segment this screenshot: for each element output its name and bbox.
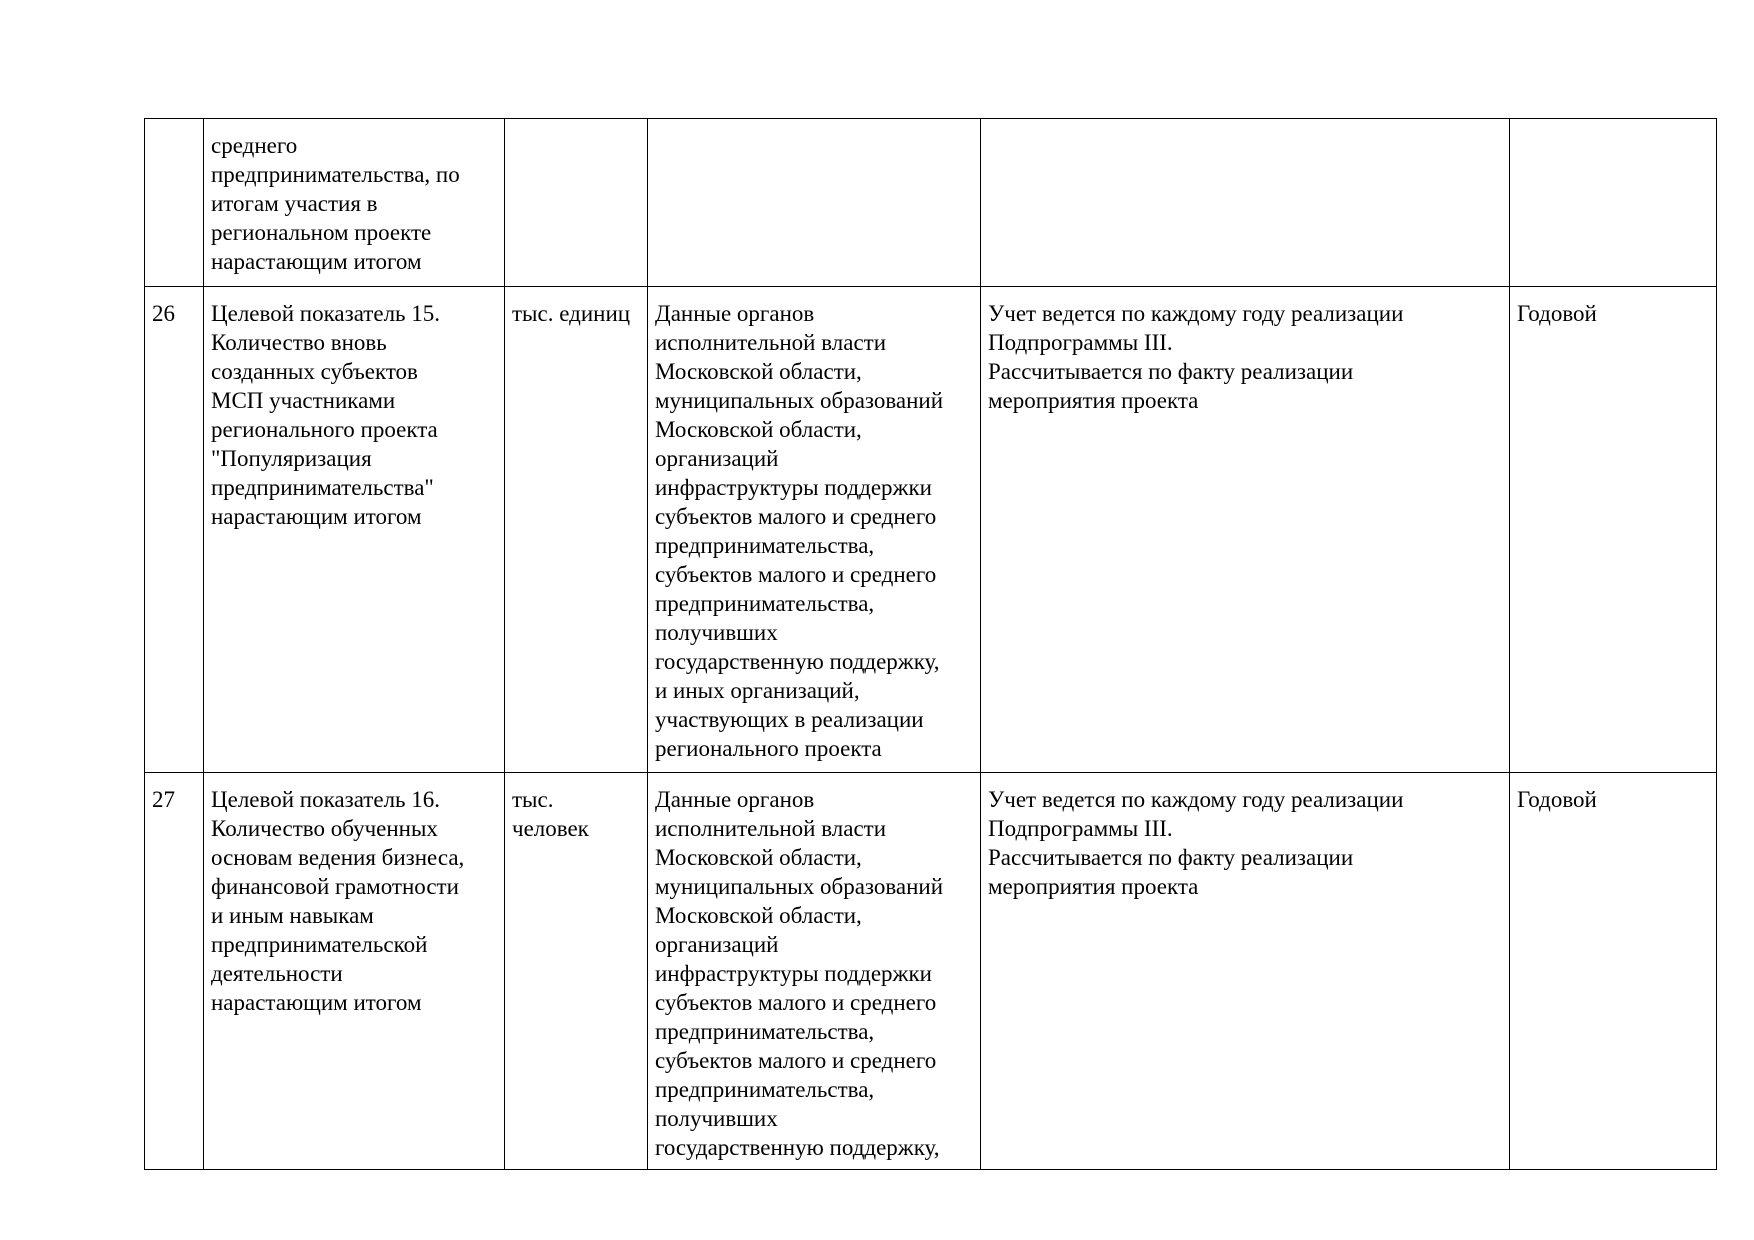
cell-calculation-method: Учет ведется по каждому году реализации Подпрограммы III. Рассчитывается по факту реализации мероприятия проекта: [981, 287, 1510, 773]
cell-data-source: Данные органов исполнительной власти Московской области, муниципальных образований Московской области, организаций инфраструктуры поддержки субъектов малого и среднего предпринимательства, субъектов малого и среднего предпринимательства, получивших государственную поддержку, и иных организаций, участвующих в реализации регионального проекта: [648, 287, 981, 773]
cell-number: 26: [145, 287, 204, 773]
cell-unit: тыс. единиц: [505, 287, 648, 773]
cell-data-source: [648, 119, 981, 287]
cell-calculation-method: [981, 119, 1510, 287]
table-row-26: [145, 287, 1717, 773]
cell-number: [145, 119, 204, 287]
cell-periodicity: Годовой: [1510, 287, 1717, 773]
table-row-continuation: [145, 119, 1717, 287]
cell-indicator-name: среднего предпринимательства, по итогам участия в региональном проекте нарастающим итогом: [204, 119, 505, 287]
cell-number: 27: [145, 773, 204, 1170]
cell-periodicity: [1510, 119, 1717, 287]
cell-indicator-name: Целевой показатель 16. Количество обученных основам ведения бизнеса, финансовой грамотности и иным навыкам предпринимательской деятельности нарастающим итогом: [204, 773, 505, 1170]
cell-unit: тыс. человек: [505, 773, 648, 1170]
cell-unit: [505, 119, 648, 287]
cell-indicator-name: Целевой показатель 15. Количество вновь созданных субъектов МСП участниками регионального проекта "Популяризация предпринимательства" нарастающим итогом: [204, 287, 505, 773]
cell-periodicity: Годовой: [1510, 773, 1717, 1170]
cell-data-source: Данные органов исполнительной власти Московской области, муниципальных образований Московской области, организаций инфраструктуры поддержки субъектов малого и среднего предпринимательства, субъектов малого и среднего предпринимательства, получивших государственную поддержку,: [648, 773, 981, 1170]
table-row-27: [145, 773, 1717, 1170]
indicators-table: [144, 118, 1717, 1170]
cell-calculation-method: Учет ведется по каждому году реализации Подпрограммы III. Рассчитывается по факту реализации мероприятия проекта: [981, 773, 1510, 1170]
